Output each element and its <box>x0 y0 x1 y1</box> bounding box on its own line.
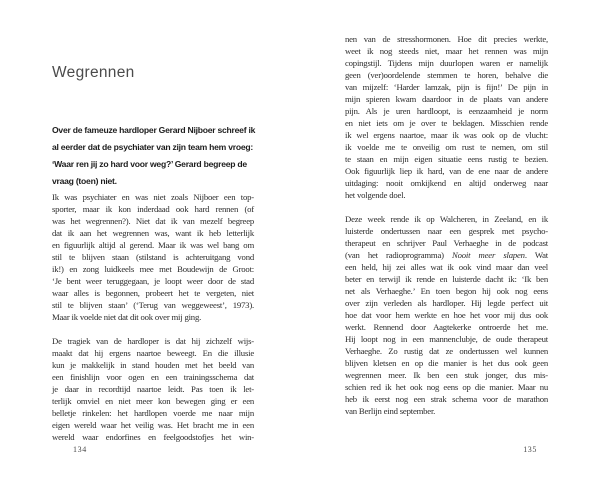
text-line: Hij loopt nog in een mannenclubje, de oude therapeut <box>345 334 548 344</box>
page-number-left: 134 <box>73 445 87 454</box>
text-line: ik!) en zong luidkeels mee met Boudewijn de Groot: <box>52 264 254 274</box>
text-line: waar alles is begonnen, probeert het te vergeten, niet <box>52 288 254 298</box>
text-line: pijn. Als je uren hardloopt, is eenzaamheid je norm <box>345 106 548 116</box>
text-line: (van het radioprogramma) Nooit meer slapen. Wat <box>345 250 548 260</box>
text-line: ik wel ergens naartoe, maar ik was ook op de vlucht: <box>345 130 548 140</box>
text-line: en niet iets om je over te beklagen. Misschien rende <box>345 118 548 128</box>
italic-title: Nooit meer slapen <box>452 250 525 260</box>
text-line: van mijzelf: ‘Harder lamzak, pijn is fijn!’ De pijn in <box>345 82 548 92</box>
text-line: ‘Je bent weer teruggegaan, je loopt weer door de stad <box>52 276 254 286</box>
text-line: en figuurlijk altijd al gerend. Maar ik was wel bang om <box>52 240 254 250</box>
text-line: Maar ik voelde niet dat dit ook over mij ging. <box>52 312 202 322</box>
text-line: wegrennen meer. Ik ben een stuk jonger, dus mis- <box>345 370 548 380</box>
text-line: wereld waar endorfines en feelgoodstofjes het win- <box>52 432 254 442</box>
paragraph-separator <box>345 201 548 213</box>
text-line: belletje rinkelen: het hardlopen voerde me naar mijn <box>52 408 254 418</box>
text-line: copingstijl. Tijdens mijn duurlopen waren er namelijk <box>345 58 548 68</box>
text-line: luisterde ondertussen naar een gesprek met psycho- <box>345 226 548 236</box>
paragraph-separator <box>52 323 254 335</box>
text-line: maakt dat hij ergens naartoe beweegt. En die illusie <box>52 348 254 358</box>
text-line: Ook figuurlijk liep ik hard, van de ene naar de andere <box>345 166 548 176</box>
text-line: beter en terwijl ik rende en luisterde dacht ik: ‘Ik ben <box>345 274 548 284</box>
text-line: eigen wereld waar het veilig was. Het bracht me in een <box>52 420 254 430</box>
text-line: therapeut en schrijver Paul Verhaeghe in de podcast <box>345 238 548 248</box>
text-line: blijven kletsen en op die manier is het dus ook geen <box>345 358 548 368</box>
intro-line: al eerder dat de psychiater van zijn team hem vroeg: <box>52 142 253 152</box>
text-line: Verhaeghe. Zo rustig dat ze ondertussen wel kunnen <box>345 346 548 356</box>
text-line: werkt. Rennend door Aagtekerke ontroerde het me. <box>345 322 548 332</box>
text-line: De tragiek van de hardloper is dat hij zichzelf wijs- <box>52 336 254 346</box>
text-line: terlijk omviel en niet meer kon bewegen ging er een <box>52 396 254 406</box>
text-line: was het wegrennen?). Niet dat ik van mezelf begreep <box>52 216 254 226</box>
text-line: kun je makkelijk in stand houden met het beeld van <box>52 360 254 370</box>
text-line: het volgende doel. <box>345 190 406 200</box>
text-line: een finishlijn voor ogen en een trainingsschema dat <box>52 372 254 382</box>
intro-line: vraag (toen) niet. <box>52 176 117 186</box>
text-line: Deze week rende ik op Walcheren, in Zeeland, en ik <box>345 214 548 224</box>
text-line: van Berlijn eind september. <box>345 406 436 416</box>
text-line: weet ik nog steeds niet, maar het rennen was mijn <box>345 46 548 56</box>
text-line: stil te blijven staan (stilstand is achteruitgang vond <box>52 252 254 262</box>
text-line: dat ik aan het wegrennen was, want ik heb letterlijk <box>52 228 254 238</box>
left-body-text <box>52 191 254 443</box>
text-line: nen van de stresshormonen. Hoe dit precies werkte, <box>345 34 548 44</box>
text-line: net als Verhaeghe.’ En toen begon hij ook nog eens <box>345 286 548 296</box>
text-line: geen (ver)oordelende stemmen te horen, behalve die <box>345 70 548 80</box>
text-line: schien red ik het ook nog eens op die manier. Maar nu <box>345 382 548 392</box>
text-line: over zijn verleden als hardloper. Hij legde perfect uit <box>345 298 548 308</box>
text-line: te staan en mijn eigen situatie eens rustig te bezien. <box>345 154 548 164</box>
text-line: uitdaging: nooit omkijkend en altijd onderweg naar <box>345 178 548 188</box>
text-line: Ik was psychiater en was niet zoals Nijboer een top- <box>52 192 254 202</box>
text-line: mijn spieren kwam daardoor in de plaats van andere <box>345 94 548 104</box>
text-line: stil te blijven staan’ (‘Terug van weggeweest’, 1973). <box>52 300 254 310</box>
text-line: hoe dat voor hem werkte en hoe het voor mij dus ook <box>345 310 548 320</box>
text-line: ik voelde me te onveilig om rust te nemen, om stil <box>345 142 548 152</box>
chapter-title: Wegrennen <box>52 64 135 81</box>
right-page <box>345 0 548 480</box>
text-line: een held, hij zei alles wat ik ook vind maar dan veel <box>345 262 548 272</box>
intro-line: Over de fameuze hardloper Gerard Nijboer schreef ik <box>52 125 256 135</box>
left-page <box>52 0 254 480</box>
text-line: sporter, maar ik kon inderdaad ook hard rennen (of <box>52 204 254 214</box>
text-line: je daar in recordtijd naartoe leidt. Pas toen ik let- <box>52 384 254 394</box>
text-line: heb ik eerst nog een strak schema voor de marathon <box>345 394 548 404</box>
right-body-text <box>345 33 548 417</box>
intro-line: ‘Waar ren jij zo hard voor weg?’ Gerard begreep de <box>52 159 247 169</box>
page-number-right: 135 <box>523 445 537 454</box>
intro-paragraph <box>52 122 262 190</box>
